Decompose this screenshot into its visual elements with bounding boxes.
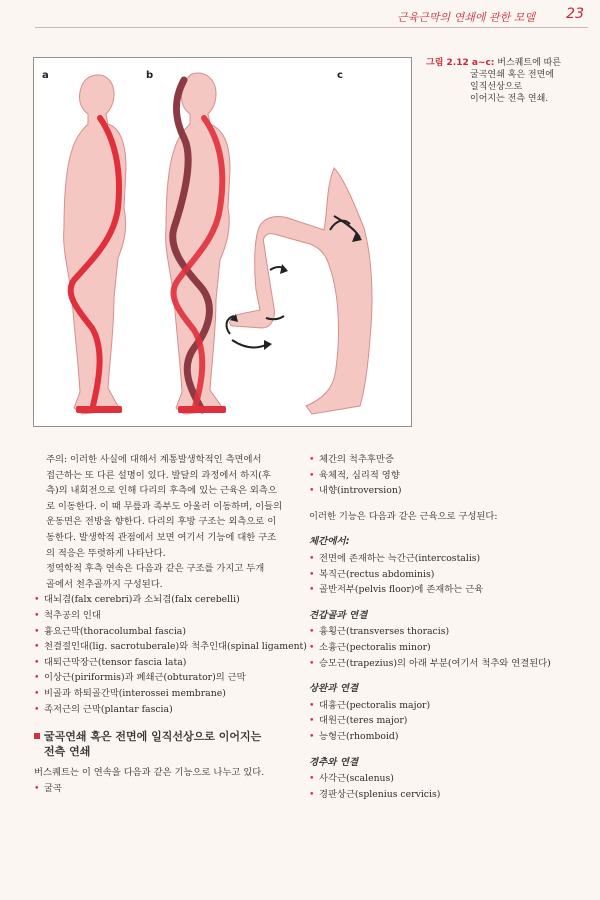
list-item: • 대퇴근막장근(tensor fascia lata): [34, 655, 289, 671]
p1-line: 동한다. 발생학적 관점에서 보면 여기서 기능에 대한 구조: [46, 531, 277, 543]
group-heading-trunk: 체간에서:: [309, 536, 350, 548]
p1-line: 주의: 이러한 사실에 대해서 계통발생학적인 측면에서: [46, 454, 262, 465]
body-paragraph-2: [34, 561, 289, 592]
p1-line: 측)의 내회전으로 인해 다리의 후측에 있는 근육은 외측으: [46, 485, 277, 497]
list-item: • 사각근(scalenus): [309, 771, 579, 787]
right-column: [309, 452, 579, 802]
list-item: • 승모근(trapezius)의 아래 부분(여기서 척추와 연결된다): [309, 656, 579, 672]
caption-line-1: 버스퀘트에 따른: [497, 58, 562, 68]
left-column: [34, 452, 307, 796]
group-heading-humerus: 상완과 연결: [309, 683, 359, 695]
figure-a-body: [64, 75, 126, 414]
muscle-intro: 이러한 기능은 다음과 같은 근육으로 구성된다:: [309, 510, 498, 522]
group-heading-cervical: 경추와 연결: [309, 756, 359, 768]
list-item: • 소흉근(pectoralis minor): [309, 640, 579, 656]
page-header: [0, 0, 600, 30]
list-item: • 대원근(teres major): [309, 713, 579, 729]
running-title: 근육근막의 연쇄에 관한 모델: [396, 11, 535, 24]
caption-line-4: 이어지는 전측 연쇄.: [470, 94, 549, 104]
list-item: • 굴곡: [34, 781, 289, 797]
p1-line: 로 이동한다. 이 때 무릎과 족부도 아울러 이동하며, 이들의: [46, 500, 283, 512]
function-list: [309, 452, 579, 499]
panel-label-c: c: [337, 70, 343, 81]
page-number: 23: [566, 6, 584, 22]
section-heading-line-1: 굴곡연쇄 혹은 전면에 일직선상으로 이어지는: [44, 730, 262, 744]
posterior-chain-list: [34, 592, 307, 717]
figure-b-body: [166, 73, 230, 414]
list-item: • 천결절인대(lig. sacrotuberale)와 척추인대(spinal ligament): [34, 639, 289, 655]
p1-line: 접근하는 또 다른 설명이 있다. 발달의 과정에서 하지(후: [46, 469, 271, 481]
section-text: 버스퀘트는 이 연속을 다음과 같은 기능으로 나누고 있다.: [34, 767, 265, 779]
p1-line: 운동면은 전방을 향한다. 다리의 후방 구조는 외측으로 이: [46, 516, 277, 528]
anatomy-illustration: [34, 58, 411, 426]
panel-label-b: b: [146, 70, 154, 81]
body-paragraph-1: [34, 452, 289, 561]
list-item: • 경판상근(splenius cervicis): [309, 787, 579, 803]
anatomy-figure: [33, 57, 412, 427]
figure-caption: [426, 57, 586, 105]
section-heading-line-2: 전측 연쇄: [44, 745, 91, 759]
list-item: • 체간의 척추후만증: [309, 452, 579, 468]
list-item: • 복직근(rectus abdominis): [309, 567, 579, 583]
section-heading: [34, 729, 289, 759]
list-item: • 골반저부(pelvis floor)에 존재하는 근육: [309, 582, 579, 598]
list-item: • 능형근(rhomboid): [309, 729, 579, 745]
header-rule: [35, 27, 588, 28]
p2-line: 정역학적 후측 연속은 다음과 같은 구조를 가지고 두개: [46, 563, 265, 575]
list-item: • 이상근(piriformis)과 폐쇄근(obturator)의 근막: [34, 670, 289, 686]
list-item: • 족저근의 근막(plantar fascia): [34, 702, 289, 718]
list-item: • 내향(introversion): [309, 483, 579, 499]
list-item: • 육체적, 심리적 영향: [309, 468, 579, 484]
list-item: • 척추공의 인대: [34, 608, 289, 624]
list-item: • 흉요근막(thoracolumbal fascia): [34, 624, 289, 640]
group-heading-scapula: 견갑골과 연결: [309, 609, 368, 621]
caption-label: 그림 2.12 a~c:: [426, 58, 495, 68]
list-item: • 대흉근(pectoralis major): [309, 698, 579, 714]
caption-line-3: 일직선상으로: [470, 82, 523, 92]
list-item: • 대뇌겸(falx cerebri)과 소뇌겸(falx cerebelli): [34, 592, 289, 608]
figure-c-leg: [227, 168, 372, 414]
p1-line: 의 적응은 뚜렷하게 나타난다.: [46, 547, 166, 559]
caption-line-2: 굴곡연쇄 혹은 전면에: [470, 70, 554, 80]
p2-line: 골에서 천추골까지 구성된다.: [46, 578, 163, 590]
list-item: • 비골과 하퇴골간막(interossei membrane): [34, 686, 289, 702]
list-item: • 전면에 존재하는 늑간근(intercostalis): [309, 551, 579, 567]
list-item: • 흉횡근(transverses thoracis): [309, 624, 579, 640]
panel-label-a: a: [42, 70, 49, 81]
